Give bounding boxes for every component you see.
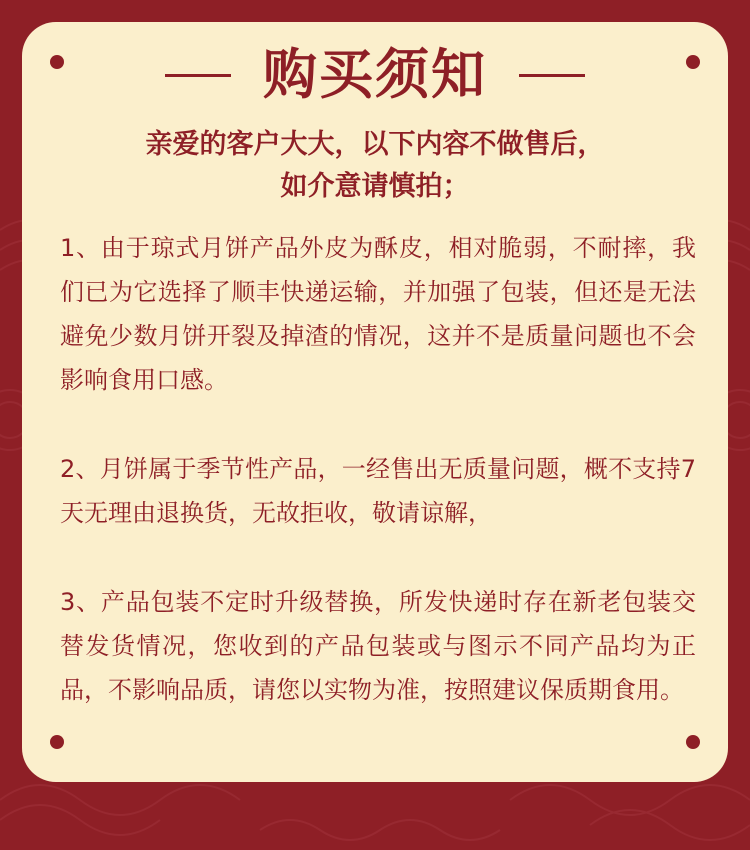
page-title: 购买须知 (263, 43, 487, 106)
clause-packaging-upgrade: 3、产品包装不定时升级替换，所发快递时存在新老包装交替发货情况，您收到的产品包装或与图示不同产品均为正品，不影响品质，请您以实物为准，按照建议保质期食用。 (60, 588, 696, 704)
corner-dot-icon (50, 735, 64, 749)
title-right-rule (519, 74, 585, 77)
clause-packaging-fragility: 1、由于琼式月饼产品外皮为酥皮，相对脆弱，不耐摔，我们已为它选择了顺丰快递运输，并加强了包装，但还是无法避免少数月饼开裂及掉渣的情况，这并不是质量问题也不会影响食用口感。 (60, 234, 696, 394)
title-row (22, 40, 728, 110)
corner-dot-icon (686, 735, 700, 749)
subtitle-line-2: 如介意请慎拍； (280, 171, 470, 202)
title-left-rule (165, 74, 231, 77)
notice-subtitle (22, 124, 728, 208)
subtitle-line-1: 亲爱的客户大大，以下内容不做售后， (145, 129, 605, 160)
clause-no-return: 2、月饼属于季节性产品，一经售出无质量问题，概不支持7天无理由退换货，无故拒收，敬请谅解， (60, 455, 696, 527)
notice-card (22, 22, 728, 782)
notice-clauses (60, 226, 696, 712)
